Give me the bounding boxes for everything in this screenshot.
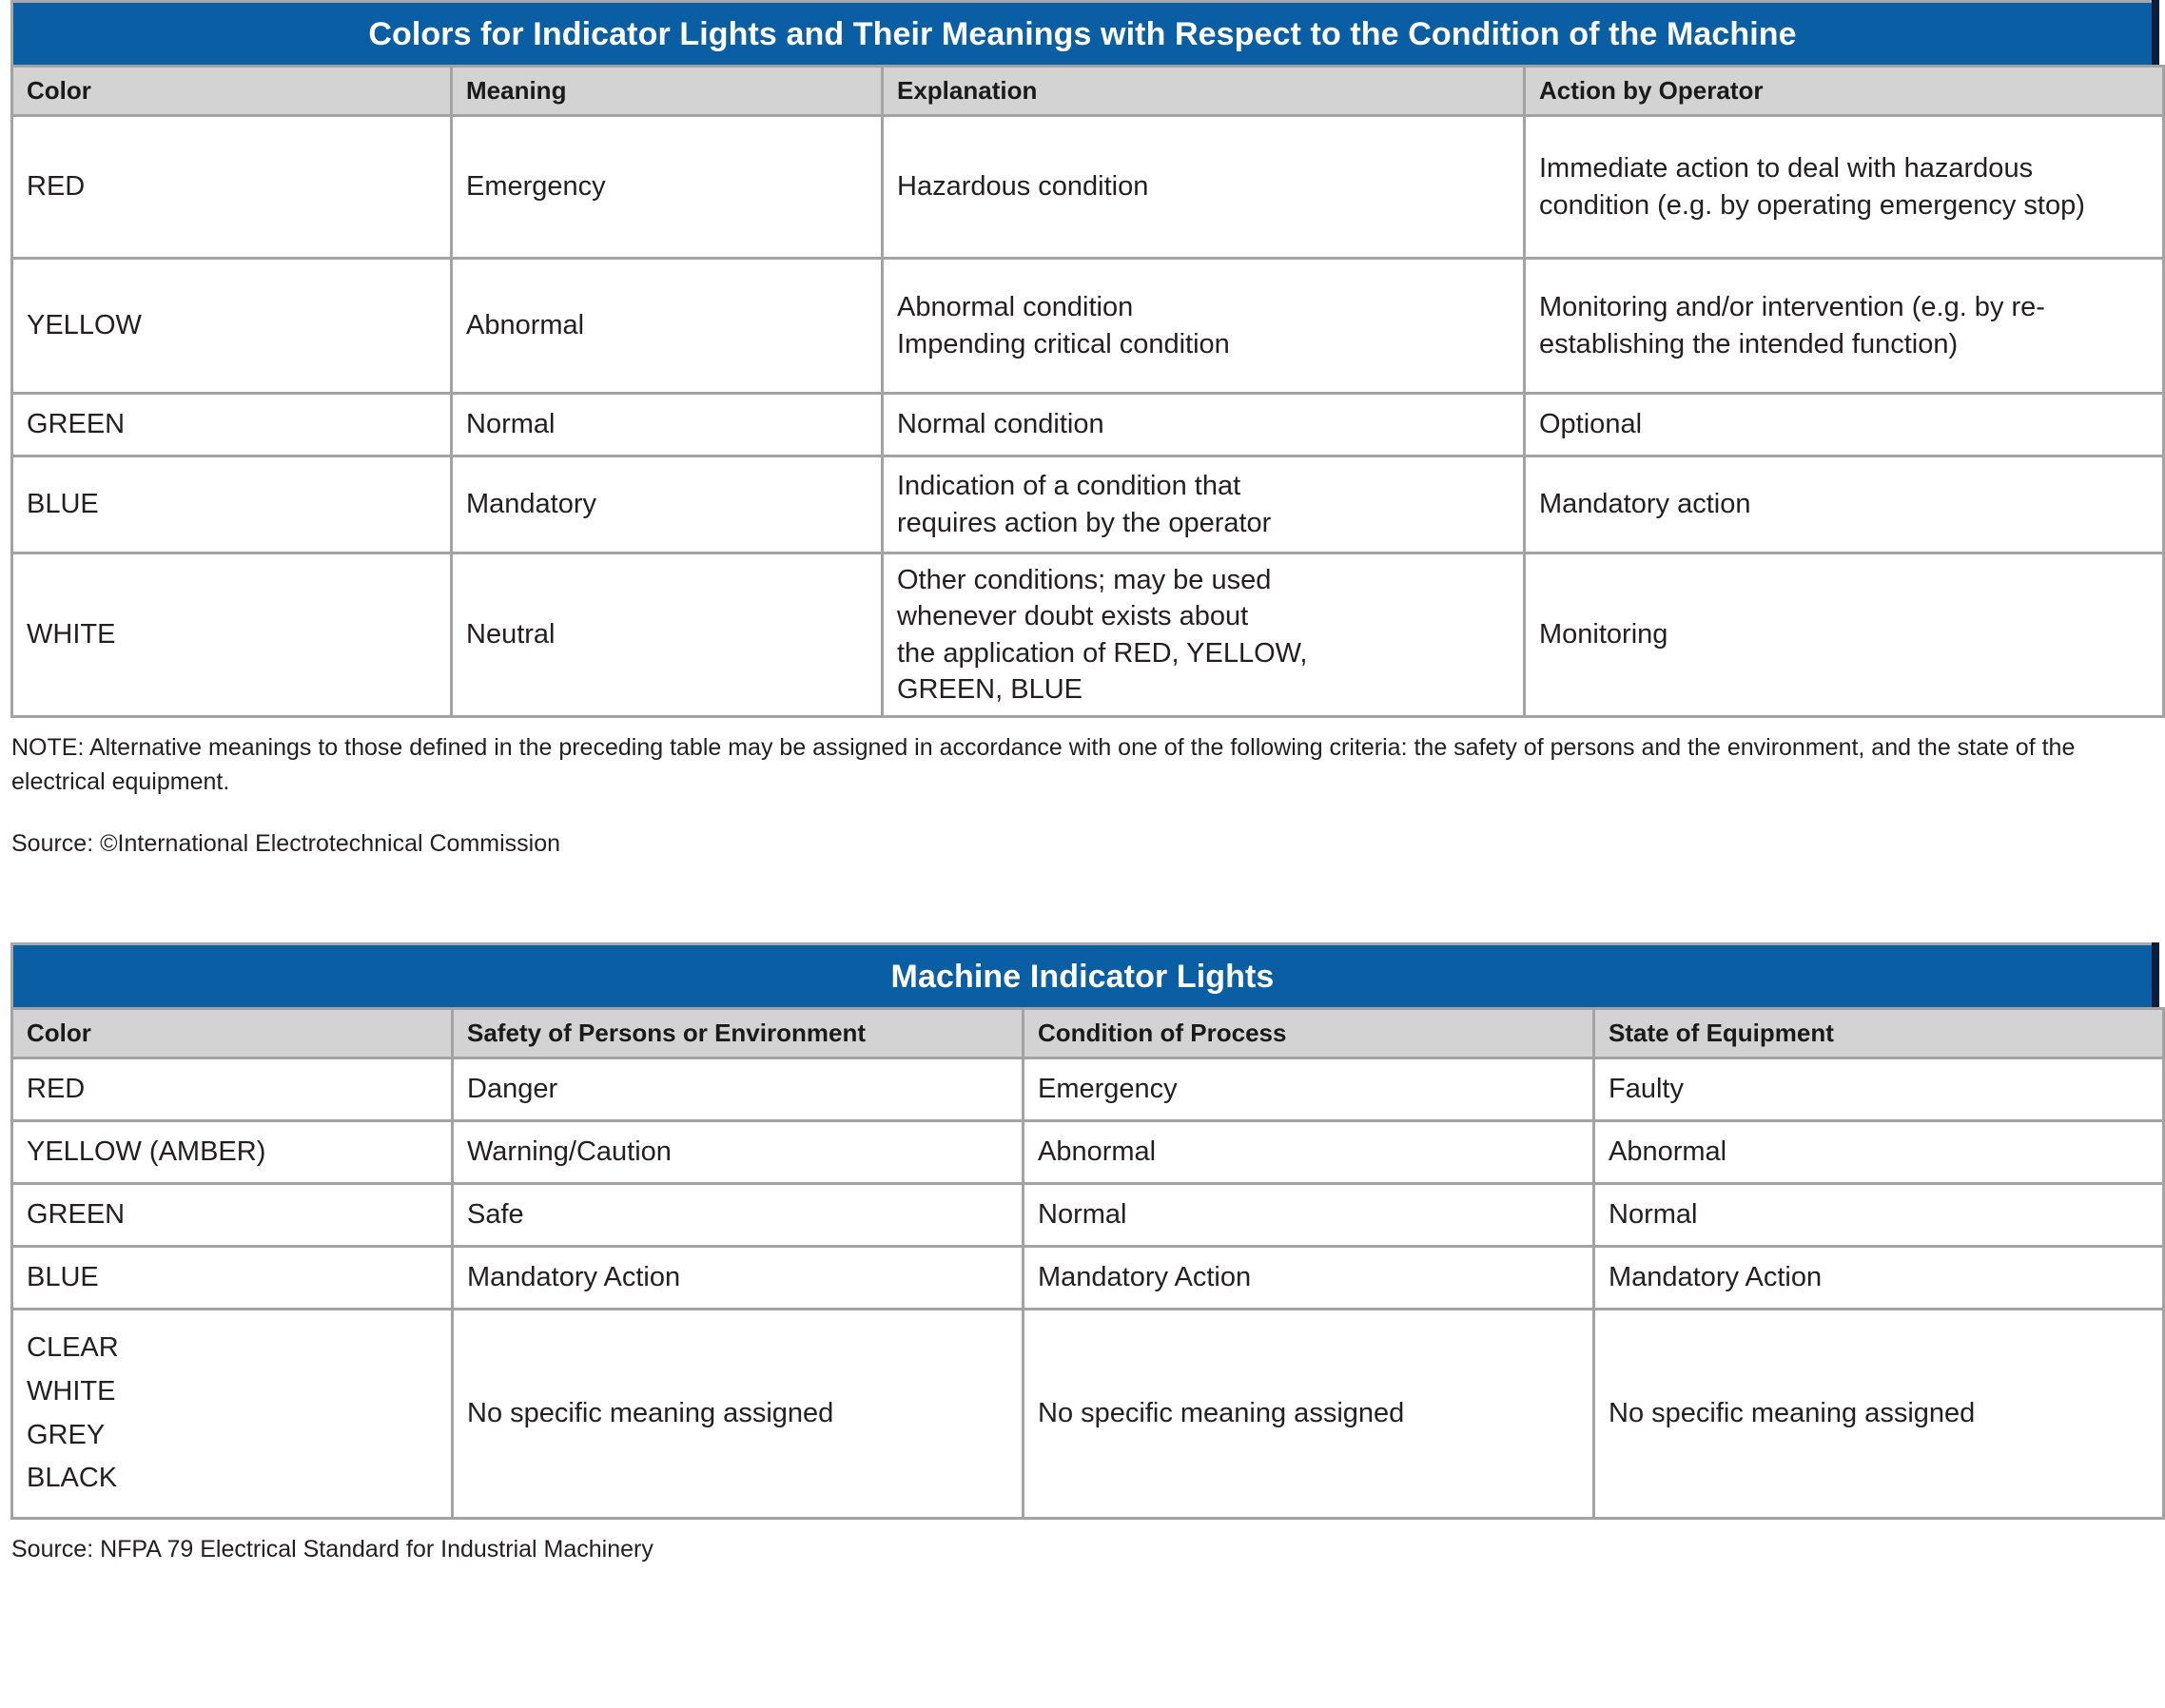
cell-action: Optional	[1525, 394, 2164, 456]
cell-explanation	[883, 259, 1525, 394]
table2-col-header-equipment: State of Equipment	[1594, 1009, 2164, 1058]
section-spacer	[0, 861, 2165, 942]
table2-title-bar	[10, 942, 2152, 1007]
cell-color: RED	[12, 116, 452, 259]
cell-color: BLUE	[12, 1247, 453, 1310]
table1-title-bar	[10, 0, 2152, 65]
explanation-line: the application of RED, YELLOW,	[897, 637, 1308, 669]
cell-safety: Mandatory Action	[453, 1247, 1024, 1310]
table1-note: NOTE: Alternative meanings to those defined in the preceding table may be assigned in accordance with one of the following criteria: the safety of persons and the environment, and the state of the electrical equipment.	[11, 734, 2076, 795]
explanation-line: Other conditions; may be used	[897, 564, 1272, 595]
table-row	[12, 1310, 2164, 1519]
cell-equipment: Faulty	[1594, 1058, 2164, 1121]
table1-col-header-explanation: Explanation	[883, 67, 1525, 116]
table2	[10, 1007, 2165, 1520]
table-row	[12, 1121, 2164, 1184]
cell-color	[12, 1310, 453, 1519]
cell-explanation	[883, 394, 1525, 456]
table1-col-header-action: Action by Operator	[1525, 67, 2164, 116]
table2-title: Machine Indicator Lights	[890, 958, 1275, 995]
cell-color: YELLOW	[12, 259, 452, 394]
cell-color: BLUE	[12, 456, 452, 553]
cell-meaning: Abnormal	[452, 259, 883, 394]
explanation-line: Normal condition	[897, 409, 1104, 440]
table-row	[12, 456, 2164, 553]
table2-col-header-safety: Safety of Persons or Environment	[453, 1009, 1024, 1058]
cell-process: No specific meaning assigned	[1024, 1310, 1594, 1519]
table2-col-header-process: Condition of Process	[1024, 1009, 1594, 1058]
table1-title: Colors for Indicator Lights and Their Meanings with Respect to the Condition of the Machine	[368, 15, 1797, 52]
cell-safety: Safe	[453, 1184, 1024, 1247]
color-line: CLEAR	[27, 1331, 119, 1363]
explanation-line: whenever doubt exists about	[897, 601, 1249, 632]
cell-safety: Warning/Caution	[453, 1121, 1024, 1184]
cell-explanation	[883, 456, 1525, 553]
cell-action: Immediate action to deal with hazardous condition (e.g. by operating emergency stop)	[1525, 116, 2164, 259]
explanation-line: Abnormal condition	[897, 292, 1134, 323]
explanation-line: GREEN, BLUE	[897, 673, 1082, 705]
cell-color: YELLOW (AMBER)	[12, 1121, 453, 1184]
table-row	[12, 394, 2164, 456]
table2-source: Source: NFPA 79 Electrical Standard for Industrial Machinery	[11, 1536, 653, 1562]
table-block-machine-indicator-lights	[0, 942, 2165, 1566]
cell-color: WHITE	[12, 553, 452, 717]
cell-explanation	[883, 116, 1525, 259]
cell-process: Normal	[1024, 1184, 1594, 1247]
color-line: WHITE	[27, 1375, 116, 1407]
cell-safety: No specific meaning assigned	[453, 1310, 1024, 1519]
explanation-line: Hazardous condition	[897, 171, 1149, 203]
cell-process: Mandatory Action	[1024, 1247, 1594, 1310]
explanation-line: Indication of a condition that	[897, 471, 1241, 502]
table1-col-header-meaning: Meaning	[452, 67, 883, 116]
table-row	[12, 259, 2164, 394]
cell-meaning: Normal	[452, 394, 883, 456]
cell-color: GREEN	[12, 1184, 453, 1247]
table1-source: Source: ©International Electrotechnical Commission	[11, 830, 561, 857]
table2-col-header-color: Color	[12, 1009, 453, 1058]
cell-action: Mandatory action	[1525, 456, 2164, 553]
explanation-line: Impending critical condition	[897, 328, 1230, 359]
color-line: BLACK	[27, 1463, 118, 1494]
cell-action: Monitoring	[1525, 553, 2164, 717]
table1	[10, 65, 2165, 718]
cell-action: Monitoring and/or intervention (e.g. by re-establishing the intended function)	[1525, 259, 2164, 394]
cell-process: Emergency	[1024, 1058, 1594, 1121]
table-row	[12, 1184, 2164, 1247]
table-row	[12, 1058, 2164, 1121]
table1-col-header-color: Color	[12, 67, 452, 116]
cell-meaning: Neutral	[452, 553, 883, 717]
explanation-line: requires action by the operator	[897, 507, 1272, 538]
cell-color: GREEN	[12, 394, 452, 456]
cell-equipment: Mandatory Action	[1594, 1247, 2164, 1310]
cell-process: Abnormal	[1024, 1121, 1594, 1184]
cell-meaning: Emergency	[452, 116, 883, 259]
cell-safety: Danger	[453, 1058, 1024, 1121]
table-row	[12, 1247, 2164, 1310]
table1-header-row	[12, 67, 2164, 116]
table-row	[12, 553, 2164, 717]
cell-explanation	[883, 553, 1525, 717]
cell-equipment: Normal	[1594, 1184, 2164, 1247]
cell-meaning: Mandatory	[452, 456, 883, 553]
table-row	[12, 116, 2164, 259]
cell-equipment: Abnormal	[1594, 1121, 2164, 1184]
table2-header-row	[12, 1009, 2164, 1058]
color-line: GREY	[27, 1419, 106, 1450]
cell-color: RED	[12, 1058, 453, 1121]
cell-equipment: No specific meaning assigned	[1594, 1310, 2164, 1519]
